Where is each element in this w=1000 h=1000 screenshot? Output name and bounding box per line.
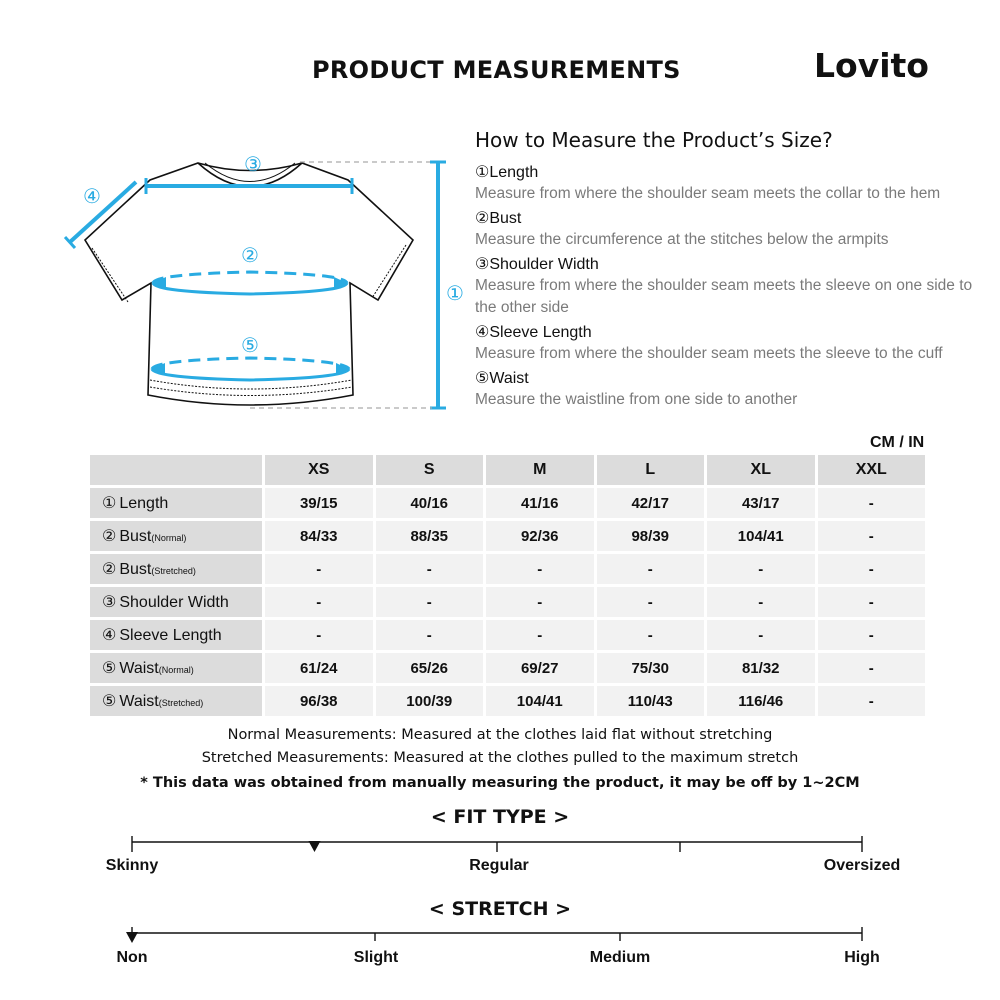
size-table	[87, 452, 928, 719]
measure-name: ⑤Waist	[475, 370, 529, 387]
measure-shoulder	[475, 254, 995, 319]
size-header: XXL	[818, 455, 926, 485]
stretch-label-non: Non	[116, 949, 148, 966]
how-to-title: How to Measure the Product’s Size?	[475, 128, 833, 152]
size-cell: 116/46	[707, 686, 815, 716]
measure-desc: Measure from where the shoulder seam meets the collar to the hem	[475, 185, 941, 202]
fit-type-indicator	[309, 841, 321, 852]
measure-length	[475, 162, 995, 205]
row-name: Bust	[119, 528, 152, 545]
size-header: L	[597, 455, 705, 485]
size-cell: -	[265, 587, 373, 617]
measure-sleeve	[475, 322, 995, 365]
size-cell: 42/17	[597, 488, 705, 518]
size-cell: 110/43	[597, 686, 705, 716]
size-cell: -	[707, 620, 815, 650]
size-cell: -	[265, 554, 373, 584]
note-normal: Normal Measurements: Measured at the clothes laid flat without stretching	[227, 727, 773, 743]
size-cell: -	[597, 620, 705, 650]
row-number: ⑤	[102, 693, 117, 710]
row-label	[90, 620, 262, 650]
brand-logo: Lovito	[814, 46, 929, 85]
size-cell: -	[818, 554, 926, 584]
row-number: ②	[102, 528, 117, 545]
size-cell: -	[486, 587, 594, 617]
measure-bust	[475, 208, 995, 251]
measure-name: ③Shoulder Width	[475, 256, 599, 273]
size-cell: -	[597, 587, 705, 617]
marker-sleeve: ④	[83, 184, 101, 208]
size-cell: -	[376, 554, 484, 584]
size-cell: 88/35	[376, 521, 484, 551]
row-number: ④	[102, 627, 117, 644]
size-cell: 104/41	[486, 686, 594, 716]
row-name: Bust	[119, 561, 152, 578]
row-number: ③	[102, 594, 117, 611]
stretch-indicator	[126, 932, 138, 943]
size-cell: 104/41	[707, 521, 815, 551]
size-cell: 75/30	[597, 653, 705, 683]
table-row	[90, 554, 925, 584]
measure-desc: Measure from where the shoulder seam meets the sleeve on one side to the other side	[475, 277, 973, 316]
size-cell: -	[597, 554, 705, 584]
row-label	[90, 587, 262, 617]
size-cell: 84/33	[265, 521, 373, 551]
row-number: ②	[102, 561, 117, 578]
size-cell: 39/15	[265, 488, 373, 518]
page-title: PRODUCT MEASUREMENTS	[312, 56, 681, 84]
size-header: XS	[265, 455, 373, 485]
table-row	[90, 653, 925, 683]
row-qualifier: (Stretched)	[158, 698, 204, 708]
size-header: M	[486, 455, 594, 485]
row-label	[90, 521, 262, 551]
size-cell: 100/39	[376, 686, 484, 716]
row-label	[90, 653, 262, 683]
size-cell: -	[818, 686, 926, 716]
row-name: Length	[119, 495, 169, 512]
size-cell: -	[818, 587, 926, 617]
notes	[0, 724, 1000, 791]
size-cell: 65/26	[376, 653, 484, 683]
stretch-title: < STRETCH >	[428, 898, 572, 920]
tshirt-diagram	[60, 150, 464, 420]
size-cell: 69/27	[486, 653, 594, 683]
size-cell: -	[818, 620, 926, 650]
marker-waist: ⑤	[241, 333, 259, 357]
size-cell: -	[707, 554, 815, 584]
size-cell: 98/39	[597, 521, 705, 551]
size-cell: 40/16	[376, 488, 484, 518]
row-name: Sleeve Length	[119, 627, 222, 644]
unit-label: CM / IN	[870, 434, 925, 451]
size-cell: -	[376, 587, 484, 617]
size-header: S	[376, 455, 484, 485]
stretch-label-slight: Slight	[353, 949, 399, 966]
stretch-scale	[0, 922, 1000, 952]
row-qualifier: (Stretched)	[151, 566, 196, 576]
table-row	[90, 620, 925, 650]
row-qualifier: (Normal)	[151, 533, 187, 543]
marker-bust: ②	[241, 243, 259, 267]
table-row	[90, 521, 925, 551]
fit-label-oversized: Oversized	[823, 857, 901, 874]
measure-desc: Measure the circumference at the stitches below the armpits	[475, 231, 889, 248]
measure-name: ④Sleeve Length	[475, 324, 592, 341]
measure-waist	[475, 368, 995, 411]
table-row	[90, 587, 925, 617]
size-cell: -	[818, 488, 926, 518]
size-cell: -	[818, 521, 926, 551]
size-cell: 43/17	[707, 488, 815, 518]
table-header-row	[90, 455, 925, 485]
row-number: ①	[102, 495, 117, 512]
row-label	[90, 488, 262, 518]
how-to-measure	[475, 128, 995, 414]
measure-name: ①Length	[475, 164, 539, 181]
measure-name: ②Bust	[475, 210, 522, 227]
stretch-label-medium: Medium	[589, 949, 651, 966]
fit-type-scale	[0, 830, 1000, 860]
size-cell: 96/38	[265, 686, 373, 716]
size-cell: -	[486, 620, 594, 650]
marker-shoulder: ③	[244, 152, 262, 176]
row-label	[90, 686, 262, 716]
size-cell: -	[265, 620, 373, 650]
row-name: Waist	[119, 660, 159, 677]
size-cell: 41/16	[486, 488, 594, 518]
marker-length: ①	[446, 281, 464, 305]
size-cell: 92/36	[486, 521, 594, 551]
table-row	[90, 488, 925, 518]
note-stretched: Stretched Measurements: Measured at the clothes pulled to the maximum stretch	[201, 750, 799, 766]
size-cell: -	[707, 587, 815, 617]
fit-label-skinny: Skinny	[105, 857, 159, 874]
row-name: Shoulder Width	[119, 594, 229, 611]
row-number: ⑤	[102, 660, 117, 677]
fit-label-regular: Regular	[469, 857, 529, 874]
table-row	[90, 686, 925, 716]
row-qualifier: (Normal)	[158, 665, 194, 675]
tshirt-outline	[85, 163, 413, 405]
measure-desc: Measure from where the shoulder seam meets the sleeve to the cuff	[475, 345, 943, 362]
fit-type-title: < FIT TYPE >	[430, 806, 570, 828]
header-corner	[90, 455, 262, 485]
size-cell: -	[818, 653, 926, 683]
note-disclaimer: * This data was obtained from manually measuring the product, it may be off by 1~2CM	[140, 775, 860, 791]
row-name: Waist	[119, 693, 159, 710]
size-cell: -	[486, 554, 594, 584]
stretch-label-high: High	[844, 949, 880, 966]
size-cell: 81/32	[707, 653, 815, 683]
size-header: XL	[707, 455, 815, 485]
size-cell: 61/24	[265, 653, 373, 683]
size-cell: -	[376, 620, 484, 650]
row-label	[90, 554, 262, 584]
measure-desc: Measure the waistline from one side to another	[475, 391, 798, 408]
